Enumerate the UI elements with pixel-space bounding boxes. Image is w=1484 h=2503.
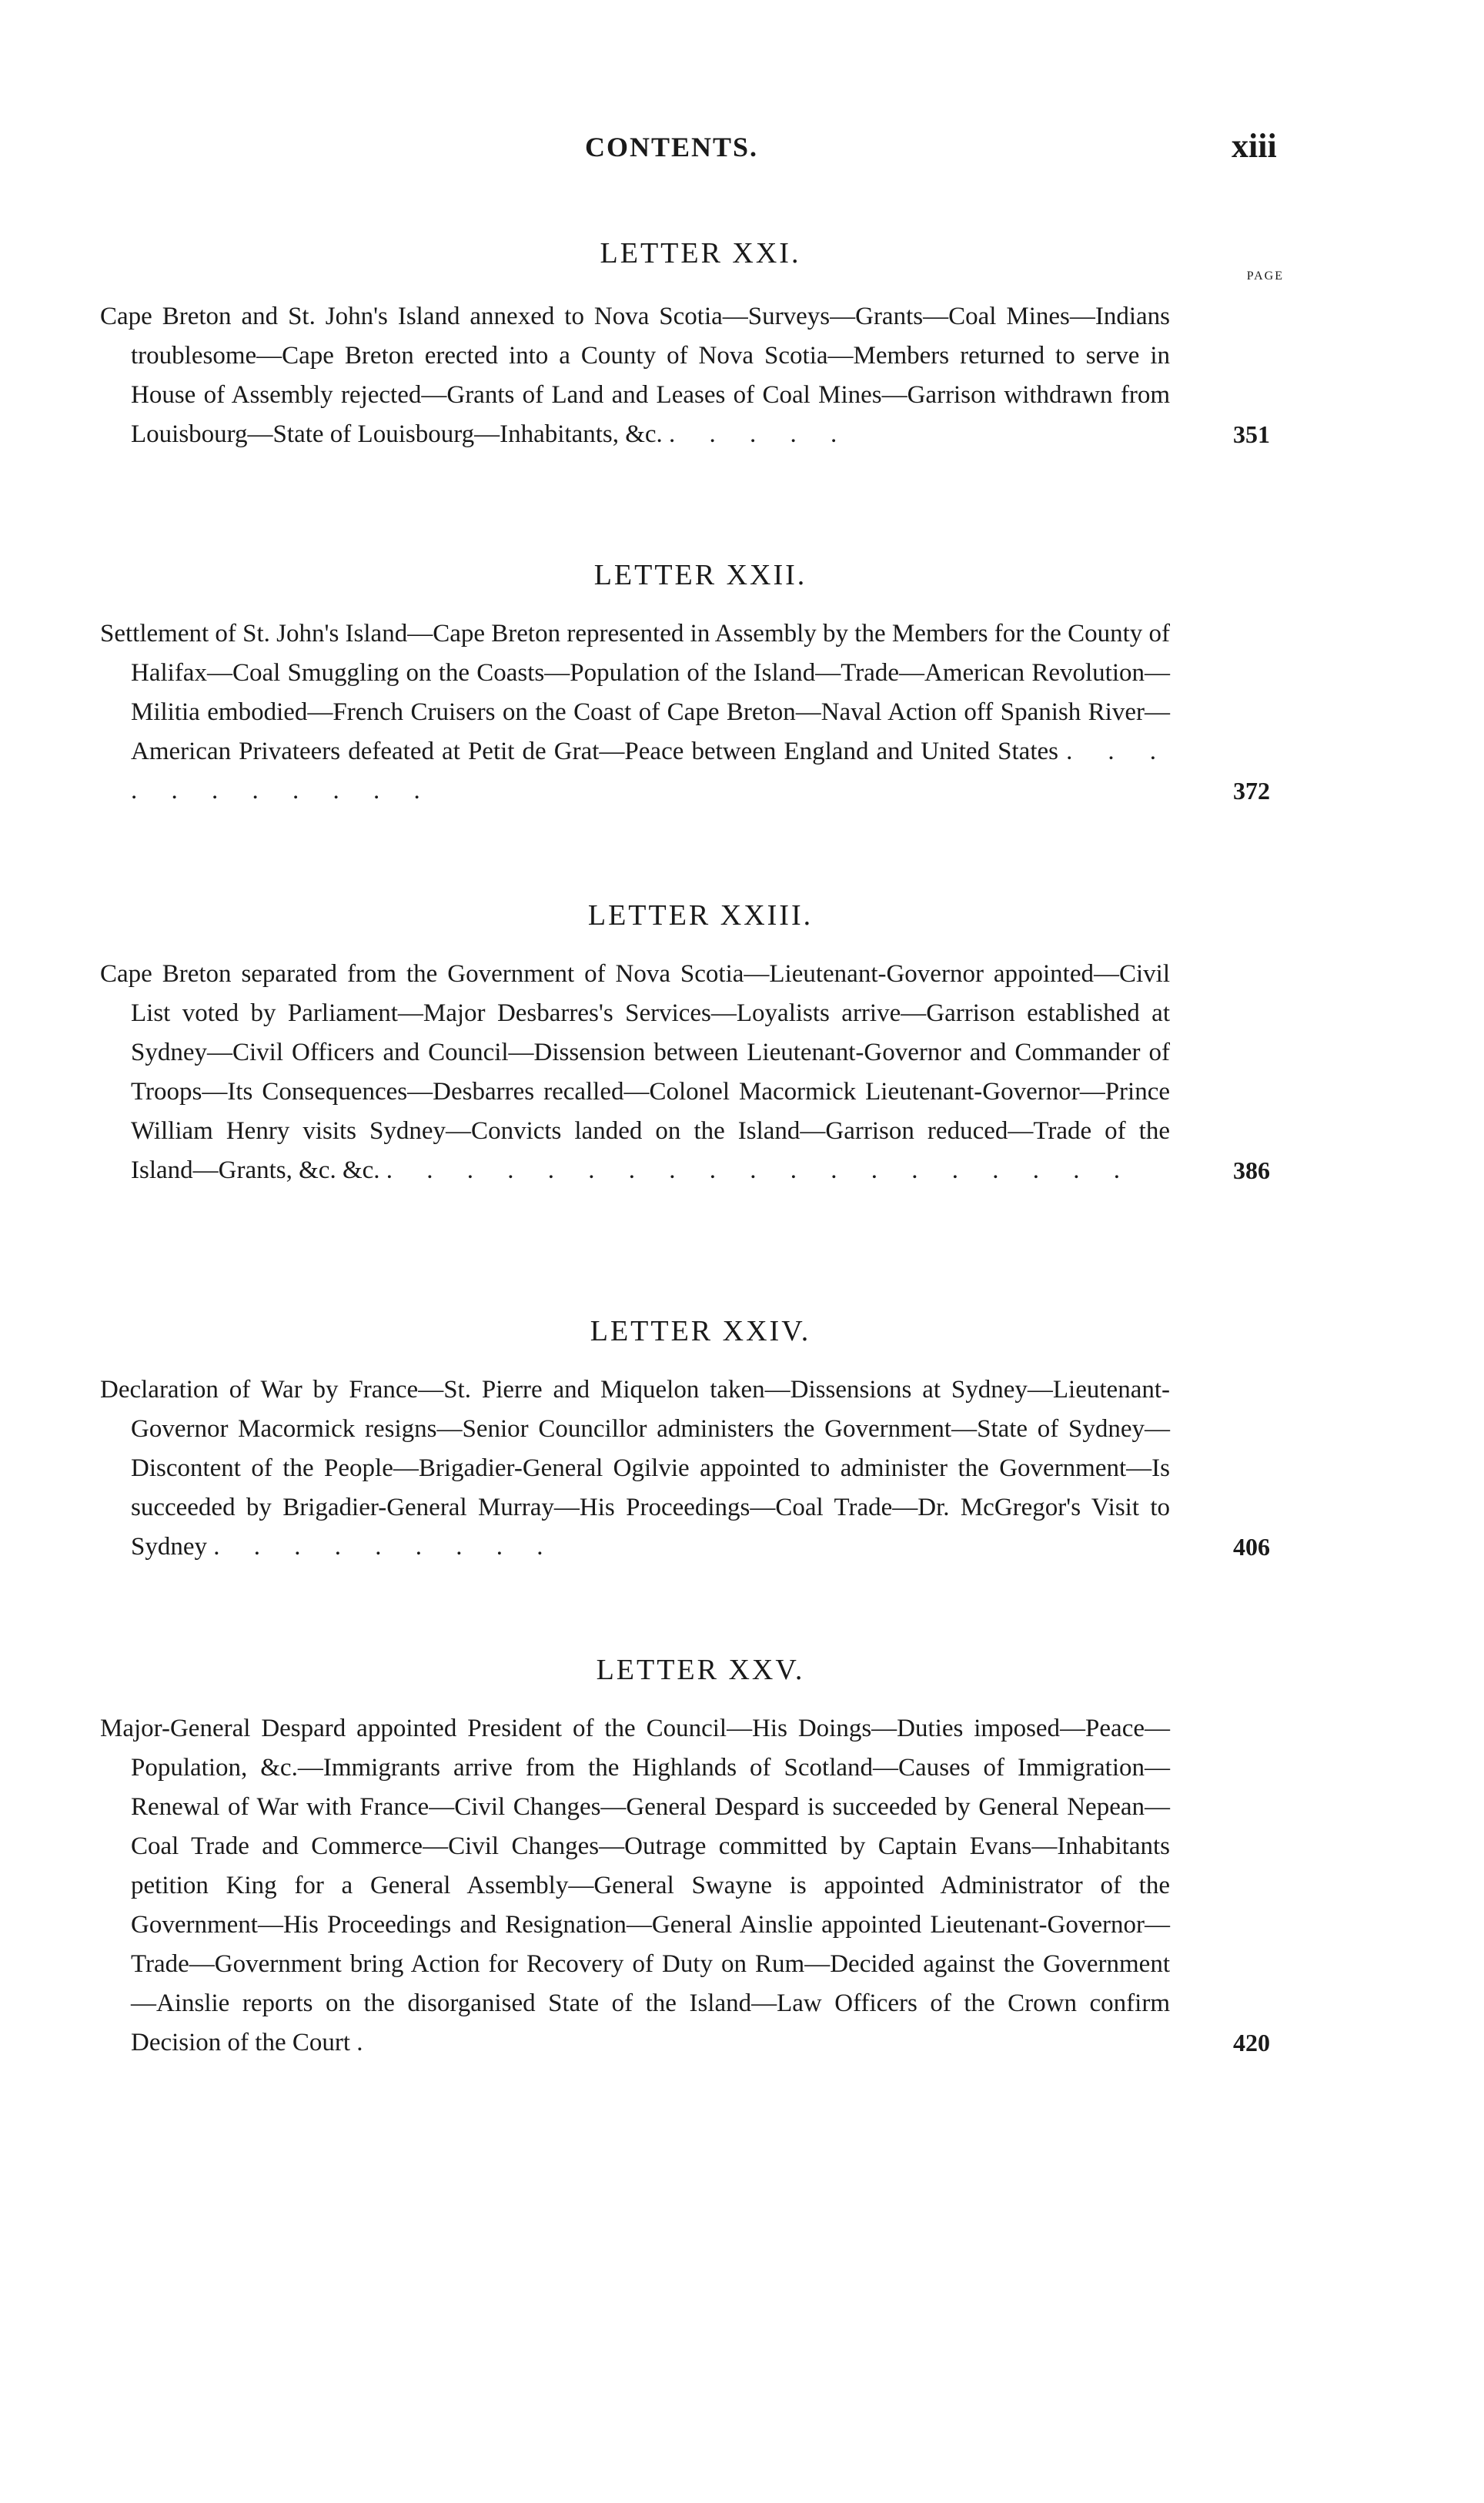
letter-section-xxiii: [100, 893, 1270, 1190]
letter-heading: LETTER XXI.: [600, 237, 801, 269]
letter-summary: [100, 1370, 1270, 1567]
letter-section-xxii: [100, 553, 1270, 811]
letter-summary: [100, 1709, 1270, 2063]
summary-text: Major-General Despard appointed President of the Council—His Doings—Duties imposed—Peace—Population, &c.—Immigrants arrive from the Highlands of Scotland—Causes of Immigration—Renewal of War with France—Civil Changes—General Despard is succeeded by General Nepean—Coal Trade and Commerce—Civil Changes—Outrage committed by Captain Evans—Inhabitants petition King for a General Assembly—General Swayne is appointed Administrator of the Government—His Proceedings and Resignation—General Ainslie appointed Lieutenant-Governor—Trade—Government bring Action for Recovery of Duty on Rum—Decided against the Government—Ainslie reports on the disorganised State of the Island—Law Officers of the Crown confirm Decision of the Court: [100, 1715, 1170, 2056]
running-title: CONTENTS.: [585, 132, 759, 162]
letter-heading: LETTER XXII.: [593, 559, 807, 591]
dot-leader: . . . . . . . . .: [213, 1533, 557, 1561]
letter-summary: [100, 955, 1270, 1190]
letter-summary: [100, 614, 1270, 811]
entry-page-number: 351: [1233, 420, 1270, 448]
entry-page-number: 420: [1233, 2029, 1270, 2056]
summary-text: Cape Breton and St. John's Island annexed to Nova Scotia—Surveys—Grants—Coal Mines—Indians troublesome—Cape Breton erected into a County of Nova Scotia—Members returned to serve in House of Assembly rejected—Grants of Land and Leases of Coal Mines—Garrison withdrawn from Louisbourg—State of Louisbourg—Inhabitants, &c.: [100, 303, 1170, 448]
letter-section-xxv: [100, 1648, 1270, 2063]
summary-text: Settlement of St. John's Island—Cape Breton represented in Assembly by the Members for the County of Halifax—Coal Smuggling on the Coasts—Population of the Island—Trade—American Revolution—Militia embodied—French Cruisers on the Coast of Cape Breton—Naval Action off Spanish River—American Privateers defeated at Petit de Grat—Peace between England and United States: [100, 620, 1170, 765]
dot-leader: . . . . . . . . . . .: [131, 738, 1171, 805]
entry-page-number: 386: [1233, 1156, 1270, 1184]
page-column-label: PAGE: [1246, 269, 1284, 283]
letter-section-xxi: [100, 231, 1284, 454]
letter-summary: [100, 297, 1270, 454]
summary-text: Cape Breton separated from the Government of Nova Scotia—Lieutenant-Governor appointed—Civil List voted by Parliament—Major Desbarres's Services—Loyalists arrive—Garrison established at Sydney—Civil Officers and Council—Dissension between Lieutenant-Governor and Commander of Troops—Its Consequences—Desbarres recalled—Colonel Macormick Lieutenant-Governor—Prince William Henry visits Sydney—Convicts landed on the Island—Garrison reduced—Trade of the Island—Grants, &c. &c.: [100, 960, 1170, 1184]
page-number: xiii: [1232, 127, 1277, 165]
running-header: [0, 127, 1484, 177]
entry-page-number: 372: [1233, 777, 1270, 805]
letter-section-xxiv: [100, 1309, 1270, 1567]
dot-leader: . . . . . . . . . . . . . . . . . . .: [386, 1156, 1135, 1184]
dot-leader: . . . . .: [669, 420, 851, 448]
dot-leader: .: [356, 2029, 377, 2056]
letter-heading: LETTER XXIII.: [587, 899, 814, 932]
letter-heading: LETTER XXIV.: [590, 1315, 811, 1347]
summary-text: Declaration of War by France—St. Pierre and Miquelon taken—Dissensions at Sydney—Lieutenant-Governor Macormick resigns—Senior Councillor administers the Government—State of Sydney—Discontent of the People—Brigadier-General Ogilvie appointed to administer the Government—Is succeeded by Brigadier-General Murray—His Proceedings—Coal Trade—Dr. McGregor's Visit to Sydney: [100, 1376, 1170, 1561]
letter-heading: LETTER XXV.: [596, 1654, 805, 1686]
entry-page-number: 406: [1233, 1533, 1270, 1561]
